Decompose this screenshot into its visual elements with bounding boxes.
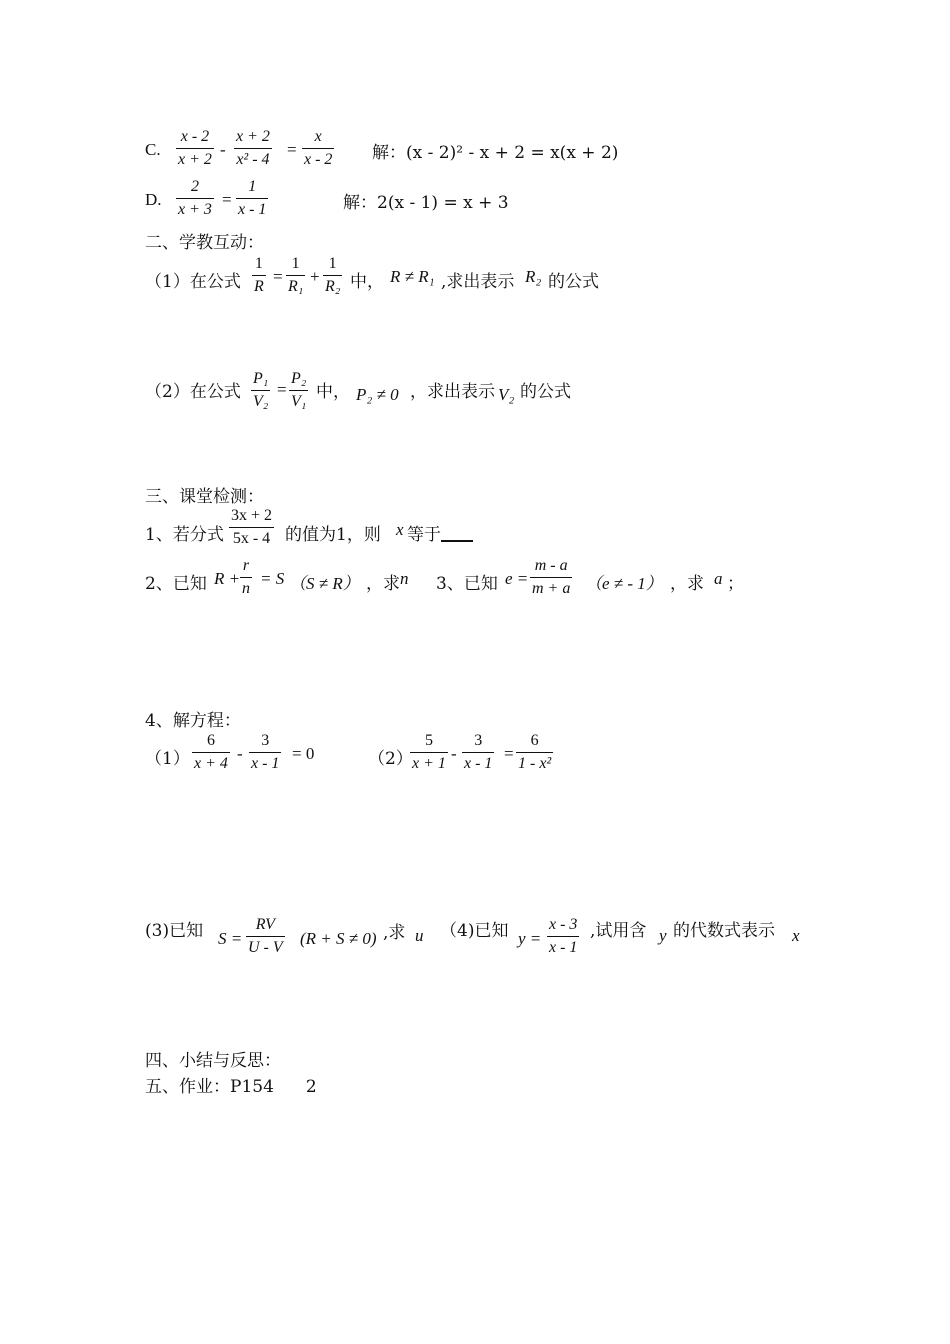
- p4-q4-end: 的代数式表示: [673, 921, 775, 941]
- minus-sign: -: [220, 140, 226, 159]
- numerator: 1: [323, 254, 342, 276]
- denominator: R₂: [325, 278, 341, 295]
- q2-mid: 中，: [316, 382, 350, 402]
- numerator: P₂: [289, 369, 308, 391]
- minus-sign: -: [237, 744, 243, 763]
- numerator: 6: [192, 731, 230, 753]
- q1-condition: R ≠ R₁: [390, 267, 435, 286]
- numerator: 2: [176, 177, 214, 199]
- section-heading: 4、解方程：: [145, 711, 241, 731]
- section-heading: 二、学教互动：: [145, 233, 264, 253]
- p3-q2-frac: [240, 556, 252, 599]
- item-c-solution: 解：(x - 2)² - x + 2 = x(x + 2): [372, 143, 619, 163]
- p4-q3-frac: [246, 915, 285, 958]
- q1-frac2: [286, 254, 305, 297]
- minus-sign: -: [451, 744, 457, 763]
- p4-q2-frac2: [462, 731, 494, 774]
- p3-q1-var: x: [396, 520, 404, 539]
- q2-end: 的公式: [520, 382, 571, 402]
- numerator: 6: [516, 731, 553, 753]
- denominator: 5x - 4: [232, 530, 271, 547]
- denominator: x + 1: [412, 755, 446, 772]
- numerator: P₁: [251, 369, 270, 391]
- p3-q2-cond: （S ≠ R）: [289, 574, 360, 593]
- q1-frac1: [252, 254, 266, 297]
- denominator: x - 1: [238, 201, 267, 218]
- q2-prefix: （2）在公式: [145, 382, 241, 402]
- p3-q1-end-text: 等于: [407, 525, 441, 545]
- numerator: m - a: [530, 556, 572, 578]
- p3-q1-frac: [229, 506, 274, 549]
- p4-q3-var: u: [415, 926, 424, 945]
- p3-q3-lhs: e =: [505, 569, 529, 588]
- equals-sign: =: [273, 267, 283, 286]
- p4-q4-label: （4)已知: [440, 921, 509, 941]
- p4-q1-label: （1）: [145, 749, 190, 769]
- q1-suffix: ,求出表示: [441, 272, 515, 292]
- equals-sign: =: [504, 744, 514, 763]
- numerator: 5: [410, 731, 448, 753]
- p4-q3-label: (3)已知: [145, 921, 204, 941]
- p3-q2-lhs: R +: [214, 569, 241, 588]
- item-c-frac3: [302, 127, 334, 170]
- denominator: x - 1: [549, 939, 578, 956]
- numerator: x + 2: [234, 127, 272, 149]
- p4-q3-cond: (R + S ≠ 0): [300, 929, 377, 948]
- numerator: x - 2: [176, 127, 214, 149]
- p4-q1-frac2: [249, 731, 281, 774]
- p3-q3-var: a: [714, 569, 723, 588]
- p4-q2-frac3: [516, 731, 553, 774]
- numerator: x: [302, 127, 334, 149]
- p3-q1-prefix: 1、若分式: [145, 525, 224, 545]
- equals-sign: =: [277, 380, 287, 399]
- homework-line: [145, 1072, 317, 1097]
- homework-label: 五、作业：P154: [145, 1077, 274, 1097]
- homework-number: 2: [305, 1077, 317, 1097]
- item-c-label: C.: [145, 140, 161, 159]
- p3-q3-frac: [530, 556, 572, 599]
- q2-condition: P₂ ≠ 0: [356, 385, 399, 404]
- equals-sign: =: [287, 140, 297, 159]
- numerator: x - 3: [547, 915, 579, 937]
- denominator: V₁: [291, 393, 307, 410]
- p4-q2-frac1: [410, 731, 448, 774]
- denominator: x + 2: [178, 151, 212, 168]
- numerator: r: [240, 556, 252, 578]
- p4-q2-label: （2）: [368, 749, 413, 769]
- numerator: 1: [286, 254, 305, 276]
- q2-frac1: [251, 369, 270, 412]
- equals-sign: =: [222, 190, 232, 209]
- p3-q3-prefix: 3、已知: [436, 574, 498, 594]
- numerator: 1: [236, 177, 268, 199]
- item-d-frac2: [236, 177, 268, 220]
- p3-q2-ask: ，求: [366, 574, 400, 594]
- p3-q1-end: [407, 520, 473, 545]
- p4-q4-lhs: y =: [518, 929, 542, 948]
- q1-end: 的公式: [548, 272, 599, 292]
- p3-q2-rhs: = S: [260, 569, 285, 588]
- p4-q4-var2: x: [792, 926, 800, 945]
- q2-target: V₂: [498, 385, 515, 404]
- q1-prefix: （1）在公式: [145, 272, 241, 292]
- q1-frac3: [323, 254, 342, 297]
- section-heading: 四、小结与反思：: [145, 1051, 281, 1071]
- item-c-frac2: [234, 127, 272, 170]
- p4-q4-var1: y: [659, 926, 667, 945]
- denominator: x - 1: [464, 755, 493, 772]
- denominator: 1 - x²: [518, 755, 552, 772]
- p4-q3-ask: ,求: [383, 923, 406, 943]
- p3-q2-prefix: 2、已知: [145, 574, 207, 594]
- numerator: 1: [252, 254, 266, 276]
- denominator: x - 1: [251, 755, 280, 772]
- numerator: 3: [462, 731, 494, 753]
- denominator: R: [254, 278, 264, 295]
- denominator: V₂: [253, 393, 269, 410]
- plus-sign: +: [310, 267, 320, 286]
- p4-q4-frac: [547, 915, 579, 958]
- item-d-solution: 解：2(x - 1) = x + 3: [343, 193, 509, 213]
- p4-q1-rhs: = 0: [292, 744, 315, 763]
- item-c-frac1: [176, 127, 214, 170]
- denominator: U - V: [248, 939, 283, 956]
- section-heading: 三、课堂检测：: [145, 487, 264, 507]
- p4-q1-frac1: [192, 731, 230, 774]
- denominator: m + a: [532, 580, 571, 597]
- numerator: 3x + 2: [229, 506, 274, 528]
- item-d-frac1: [176, 177, 214, 220]
- denominator: R₁: [288, 278, 304, 295]
- item-d-label: D.: [145, 190, 162, 209]
- denominator: n: [242, 580, 250, 597]
- p3-q3-end: ；: [727, 574, 744, 594]
- p4-q4-mid: ,试用含: [590, 921, 647, 941]
- q2-frac2: [289, 369, 308, 412]
- answer-blank: [441, 526, 473, 542]
- numerator: 3: [249, 731, 281, 753]
- denominator: x - 2: [304, 151, 333, 168]
- p4-q3-lhs: S =: [218, 929, 243, 948]
- numerator: RV: [246, 915, 285, 937]
- q1-target: R₂: [525, 267, 542, 286]
- p3-q3-cond: （e ≠ - 1）: [585, 574, 663, 593]
- denominator: x + 3: [178, 201, 212, 218]
- p3-q1-mid: 的值为1，则: [285, 525, 381, 545]
- denominator: x + 4: [194, 755, 228, 772]
- q1-mid: 中，: [350, 272, 384, 292]
- p3-q3-ask: ，求: [670, 574, 704, 594]
- p3-q2-var: n: [400, 569, 409, 588]
- q2-suffix: ，求出表示: [410, 382, 495, 402]
- denominator: x² - 4: [236, 151, 270, 168]
